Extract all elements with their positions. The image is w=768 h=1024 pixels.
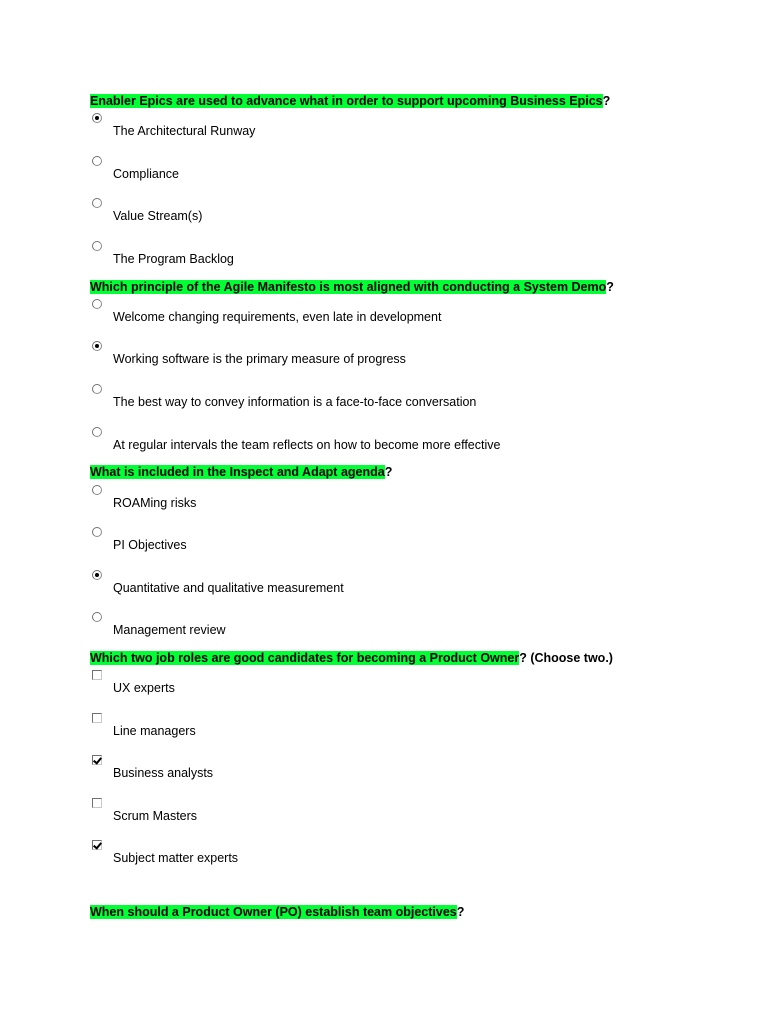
question-1-text	[90, 93, 610, 109]
question-3-highlight: What is included in the Inspect and Adapt agenda	[90, 465, 385, 479]
question-3-suffix: ?	[384, 465, 393, 479]
option-label: The best way to convey information is a face-to-face conversation	[113, 395, 477, 409]
option-label: Value Stream(s)	[113, 209, 203, 223]
question-5-suffix: ?	[456, 905, 465, 919]
radio-button[interactable]	[92, 299, 102, 309]
q1-option-3[interactable]	[90, 198, 690, 228]
checkbox[interactable]	[92, 798, 102, 808]
option-label: Business analysts	[113, 766, 214, 780]
q4-option-1[interactable]	[90, 670, 690, 700]
option-label: Quantitative and qualitative measurement	[113, 581, 344, 595]
radio-button-selected[interactable]	[92, 570, 102, 580]
option-label: The Program Backlog	[113, 252, 234, 266]
q3-option-2[interactable]	[90, 527, 690, 557]
question-2-highlight: Which principle of the Agile Manifesto is most aligned with conducting a System Demo	[90, 280, 607, 294]
q3-option-4[interactable]	[90, 612, 690, 642]
option-label: ROAMing risks	[113, 496, 197, 510]
q4-option-5[interactable]	[90, 840, 690, 870]
option-label: Welcome changing requirements, even late in development	[113, 310, 442, 324]
q1-option-2[interactable]	[90, 156, 690, 186]
q3-option-1[interactable]	[90, 485, 690, 515]
question-5-text	[90, 904, 464, 920]
question-5-highlight: When should a Product Owner (PO) establish team objectives	[90, 905, 457, 919]
radio-button-selected[interactable]	[92, 341, 102, 351]
checkbox-checked[interactable]	[92, 840, 102, 850]
option-label: UX experts	[113, 681, 175, 695]
option-label: Working software is the primary measure of progress	[113, 352, 406, 366]
option-label: At regular intervals the team reflects on how to become more effective	[113, 438, 501, 452]
checkbox[interactable]	[92, 713, 102, 723]
checkbox-checked[interactable]	[92, 755, 102, 765]
q2-option-2[interactable]	[90, 341, 690, 371]
radio-button[interactable]	[92, 156, 102, 166]
q1-option-1[interactable]	[90, 113, 690, 143]
q4-option-2[interactable]	[90, 713, 690, 743]
q3-option-3[interactable]	[90, 570, 690, 600]
radio-button[interactable]	[92, 384, 102, 394]
radio-button[interactable]	[92, 198, 102, 208]
option-label: The Architectural Runway	[113, 124, 256, 138]
question-1-suffix: ?	[602, 94, 611, 108]
option-label: Subject matter experts	[113, 851, 239, 865]
q4-option-4[interactable]	[90, 798, 690, 828]
option-label: Scrum Masters	[113, 809, 198, 823]
question-4-highlight: Which two job roles are good candidates for becoming a Product Owner	[90, 651, 520, 665]
q1-option-4[interactable]	[90, 241, 690, 271]
q2-option-4[interactable]	[90, 427, 690, 457]
question-1-highlight: Enabler Epics are used to advance what in order to support upcoming Business Epics	[90, 94, 603, 108]
question-2-suffix: ?	[606, 280, 614, 294]
option-label: Management review	[113, 623, 226, 637]
radio-button[interactable]	[92, 485, 102, 495]
question-4-suffix: ? (Choose two.)	[519, 651, 613, 665]
radio-button[interactable]	[92, 241, 102, 251]
question-3-text	[90, 464, 392, 480]
question-2-text	[90, 279, 614, 295]
option-label: Compliance	[113, 167, 180, 181]
option-label: PI Objectives	[113, 538, 187, 552]
radio-button-selected[interactable]	[92, 113, 102, 123]
radio-button[interactable]	[92, 612, 102, 622]
q2-option-1[interactable]	[90, 299, 690, 329]
q4-option-3[interactable]	[90, 755, 690, 785]
radio-button[interactable]	[92, 427, 102, 437]
q2-option-3[interactable]	[90, 384, 690, 414]
radio-button[interactable]	[92, 527, 102, 537]
question-4-text	[90, 650, 613, 666]
checkbox[interactable]	[92, 670, 102, 680]
option-label: Line managers	[113, 724, 196, 738]
